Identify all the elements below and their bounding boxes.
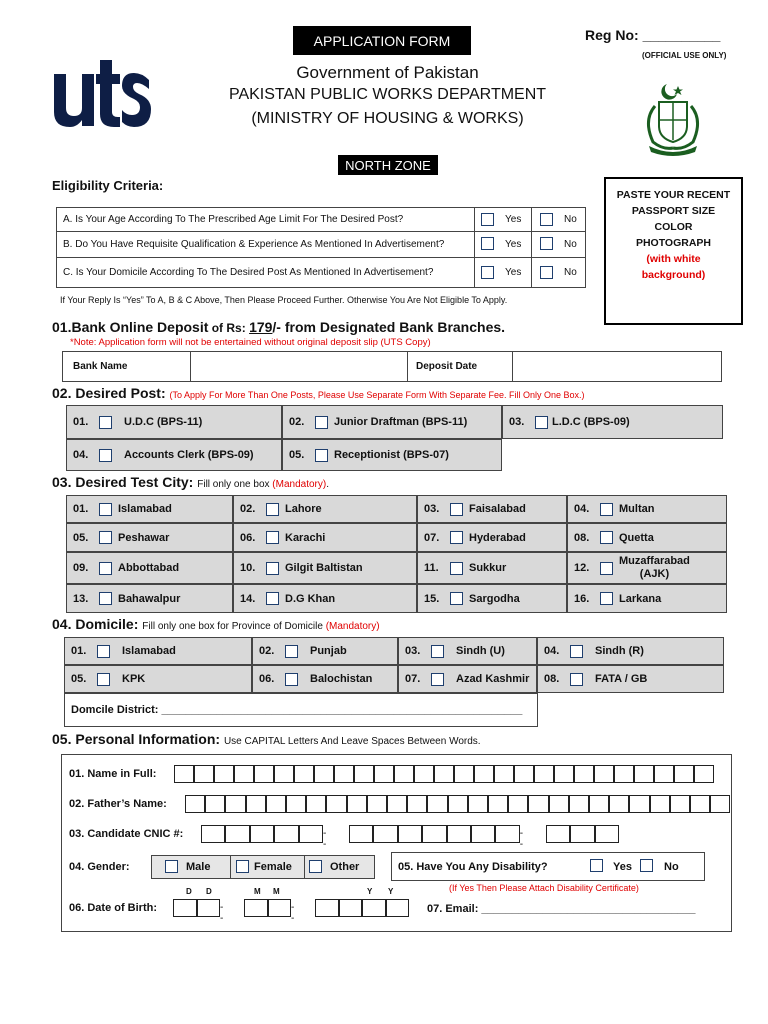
city-checkbox[interactable] — [99, 562, 112, 575]
city-checkbox[interactable] — [600, 592, 613, 605]
char-box[interactable] — [362, 899, 386, 917]
char-box[interactable] — [674, 765, 694, 783]
city-option-bahawalpur[interactable] — [66, 584, 233, 613]
city-label: Larkana — [619, 592, 662, 605]
city-label: Quetta — [619, 531, 654, 544]
char-box[interactable] — [250, 825, 274, 843]
deposit-date-label: Deposit Date — [416, 361, 478, 372]
char-box[interactable] — [407, 795, 427, 813]
photo-line-1: PASTE YOUR RECENT — [616, 189, 731, 201]
city-num: 11. — [424, 562, 439, 574]
city-label: Karachi — [285, 531, 326, 544]
dob-y-label-2: Y — [388, 887, 394, 896]
char-box[interactable] — [570, 825, 594, 843]
char-box[interactable] — [246, 795, 266, 813]
city-checkbox[interactable] — [266, 562, 279, 575]
city-option-multan[interactable] — [567, 495, 727, 523]
disability-no-label: No — [664, 861, 679, 873]
domicile-num: 02. — [259, 645, 275, 657]
disability-no-checkbox[interactable] — [640, 859, 653, 872]
char-box[interactable] — [414, 765, 434, 783]
domicile-num: 07. — [405, 673, 421, 685]
city-checkbox[interactable] — [266, 503, 279, 516]
separator-dash: -- — [519, 828, 524, 850]
city-option-muzaffarabad[interactable] — [567, 552, 727, 584]
gender-female-label: Female — [254, 861, 292, 873]
question-c: C. Is Your Domicile According To The Desired Post As Mentioned In Advertisement? — [63, 267, 434, 278]
domicile-option-sindh-u-[interactable] — [398, 637, 537, 665]
domicile-checkbox[interactable] — [570, 645, 583, 658]
separator-dash: -- — [323, 828, 327, 850]
eligibility-table — [56, 207, 586, 288]
yes-label: Yes — [505, 239, 522, 250]
question-a-yes-checkbox[interactable] — [481, 213, 494, 226]
city-num: 15. — [424, 592, 440, 605]
domicile-checkbox[interactable] — [570, 673, 583, 686]
city-option-islamabad[interactable] — [66, 495, 233, 523]
post-option-accounts-clerk[interactable]: 04. Accounts Clerk (BPS-09) — [66, 439, 282, 471]
dob-label: 06. Date of Birth: — [69, 902, 158, 914]
char-box[interactable] — [373, 825, 397, 843]
city-label: Peshawar — [118, 531, 170, 544]
domicile-label: Balochistan — [310, 673, 373, 685]
char-box[interactable] — [173, 899, 197, 917]
char-box[interactable] — [634, 765, 654, 783]
question-b-yes-checkbox[interactable] — [481, 237, 494, 250]
domicile-num: 01. — [71, 645, 87, 657]
char-box[interactable] — [448, 795, 468, 813]
domicile-num: 03. — [405, 645, 421, 657]
question-b-no-checkbox[interactable] — [540, 237, 553, 250]
char-box[interactable] — [374, 765, 394, 783]
city-option-gilgit-baltistan[interactable] — [233, 552, 417, 584]
domicile-checkbox[interactable] — [285, 645, 298, 658]
char-box[interactable] — [244, 899, 268, 917]
post-option-junior-draftman[interactable]: 02. Junior Draftman (BPS-11) — [282, 405, 502, 439]
city-checkbox[interactable] — [600, 503, 613, 516]
domicile-checkbox[interactable] — [431, 673, 444, 686]
city-option-d-g-khan[interactable] — [233, 584, 417, 613]
official-use-note: (OFFICIAL USE ONLY) — [642, 51, 727, 60]
city-checkbox[interactable] — [450, 503, 463, 516]
pakistan-emblem — [637, 80, 709, 158]
city-label: Hyderabad — [469, 531, 526, 544]
domicile-title: 04. Domicile: Fill only one box for Province of Domicile (Mandatory) — [52, 616, 380, 632]
city-option-hyderabad[interactable] — [417, 523, 567, 552]
char-box[interactable] — [225, 825, 249, 843]
char-box[interactable] — [422, 825, 446, 843]
domicile-checkbox[interactable] — [97, 645, 110, 658]
city-num: 09. — [73, 562, 89, 574]
city-num: 16. — [574, 592, 590, 605]
char-box[interactable] — [214, 765, 234, 783]
question-b: B. Do You Have Requisite Qualification & Experience As Mentioned In Advertisement? — [63, 239, 445, 250]
char-box[interactable] — [349, 825, 373, 843]
domicile-option-sindh-r-[interactable] — [537, 637, 724, 665]
eligibility-row-c — [57, 258, 585, 287]
city-option-faisalabad[interactable] — [417, 495, 567, 523]
char-box[interactable] — [650, 795, 670, 813]
char-box[interactable] — [710, 795, 730, 813]
domicile-district-field[interactable]: Domcile District: ___________________________________________________________ — [64, 693, 538, 727]
domicile-label: Islamabad — [122, 645, 176, 657]
gender-options — [151, 855, 375, 879]
char-box[interactable] — [315, 899, 339, 917]
city-checkbox[interactable] — [99, 592, 112, 605]
city-label: Multan — [619, 503, 655, 515]
yes-label: Yes — [505, 267, 522, 278]
char-box[interactable] — [534, 765, 554, 783]
reg-no-label: Reg No: __________ — [585, 27, 721, 43]
char-box[interactable] — [306, 795, 326, 813]
char-box[interactable] — [354, 765, 374, 783]
city-checkbox[interactable] — [99, 503, 112, 516]
city-num: 03. — [424, 503, 440, 515]
char-box[interactable] — [294, 765, 314, 783]
city-label: Gilgit Baltistan — [285, 562, 363, 574]
city-label: Sukkur — [469, 562, 507, 574]
city-checkbox[interactable] — [600, 531, 613, 544]
city-num: 05. — [73, 531, 89, 544]
char-box[interactable] — [266, 795, 286, 813]
char-box[interactable] — [225, 795, 245, 813]
char-box[interactable] — [629, 795, 649, 813]
city-num: 06. — [240, 531, 256, 544]
desired-post-title: 02. Desired Post: (To Apply For More Than One Posts, Please Use Separate Form With Separate Fee. Fill Only One Box.) — [52, 385, 585, 401]
city-checkbox[interactable] — [266, 531, 279, 544]
char-box[interactable] — [494, 765, 514, 783]
ministry-title: (MINISTRY OF HOUSING & WORKS) — [251, 110, 524, 127]
char-box[interactable] — [185, 795, 205, 813]
bank-name-label: Bank Name — [73, 361, 128, 372]
char-box[interactable] — [694, 765, 714, 783]
gender-male-checkbox[interactable] — [165, 860, 178, 873]
domicile-label: FATA / GB — [595, 673, 648, 685]
domicile-option-fata-gb[interactable] — [537, 665, 724, 693]
char-box[interactable] — [690, 795, 710, 813]
char-box[interactable] — [367, 795, 387, 813]
char-box[interactable] — [546, 825, 570, 843]
city-checkbox[interactable] — [450, 562, 463, 575]
photo-line-4: PHOTOGRAPH — [635, 237, 712, 249]
city-checkbox[interactable] — [450, 531, 463, 544]
domicile-checkbox[interactable] — [431, 645, 444, 658]
domicile-option-islamabad[interactable] — [64, 637, 252, 665]
char-box[interactable] — [314, 765, 334, 783]
dob-y-label: Y — [367, 887, 373, 896]
post-option-udc[interactable]: 01. U.D.C (BPS-11) — [66, 405, 282, 439]
city-checkbox[interactable] — [450, 592, 463, 605]
photo-line-6: background) — [641, 269, 706, 281]
dob-m-label-2: M — [273, 887, 280, 896]
city-checkbox[interactable] — [266, 592, 279, 605]
gender-female-checkbox[interactable] — [236, 860, 249, 873]
question-c-yes-checkbox[interactable] — [481, 266, 494, 279]
city-num: 10. — [240, 562, 256, 574]
char-box[interactable] — [569, 795, 589, 813]
char-box[interactable] — [205, 795, 225, 813]
dob-m-label: M — [254, 887, 261, 896]
char-box[interactable] — [670, 795, 690, 813]
city-label: Islamabad — [118, 503, 172, 515]
char-box[interactable] — [394, 765, 414, 783]
char-box[interactable] — [549, 795, 569, 813]
char-box[interactable] — [508, 795, 528, 813]
eligibility-note: If Your Reply Is “Yes” To A, B & C Above, Then Please Proceed Further. Otherwise You Are Not Eligible To Apply. — [60, 295, 508, 305]
eligibility-title: Eligibility Criteria: — [52, 178, 164, 193]
application-form-badge: APPLICATION FORM — [293, 26, 471, 55]
photo-line-3: COLOR — [654, 221, 693, 233]
test-city-title: 03. Desired Test City: Fill only one box (Mandatory). — [52, 474, 329, 490]
city-label: Sargodha — [469, 592, 520, 605]
char-box[interactable] — [554, 765, 574, 783]
char-box[interactable] — [468, 795, 488, 813]
father-name-label: 02. Father’s Name: — [69, 798, 167, 810]
char-box[interactable] — [471, 825, 495, 843]
city-num: 02. — [240, 503, 256, 515]
government-title: Government of Pakistan — [296, 63, 479, 82]
yes-label: Yes — [505, 214, 522, 225]
char-box[interactable] — [609, 795, 629, 813]
bank-note: *Note: Application form will not be entertained without original deposit slip (UTS Copy) — [70, 337, 431, 348]
gender-label: 04. Gender: — [69, 861, 130, 873]
char-box[interactable] — [201, 825, 225, 843]
separator-dash: -- — [220, 902, 224, 924]
char-box[interactable] — [614, 765, 634, 783]
domicile-option-punjab[interactable] — [252, 637, 398, 665]
question-a: A. Is Your Age According To The Prescribed Age Limit For The Desired Post? — [63, 214, 404, 225]
eligibility-row-b — [57, 232, 585, 258]
bank-name-field[interactable] — [190, 352, 408, 381]
north-zone-badge: NORTH ZONE — [338, 155, 438, 175]
domicile-option-balochistan[interactable] — [252, 665, 398, 693]
no-label: No — [564, 214, 577, 225]
personal-info-title: 05. Personal Information: Use CAPITAL Letters And Leave Spaces Between Words. — [52, 731, 481, 747]
char-box[interactable] — [594, 765, 614, 783]
char-box[interactable] — [434, 765, 454, 783]
domicile-label: Sindh (U) — [456, 645, 505, 657]
emblem-icon — [637, 80, 709, 158]
char-box[interactable] — [339, 899, 363, 917]
city-option-larkana[interactable] — [567, 584, 727, 613]
department-title: PAKISTAN PUBLIC WORKS DEPARTMENT — [228, 86, 547, 103]
char-box[interactable] — [528, 795, 548, 813]
char-box[interactable] — [447, 825, 471, 843]
gender-male-label: Male — [186, 861, 211, 873]
uts-logo — [52, 54, 152, 129]
no-label: No — [564, 267, 577, 278]
gender-other-checkbox[interactable] — [309, 860, 322, 873]
city-label: Faisalabad — [469, 503, 526, 515]
char-box[interactable] — [254, 765, 274, 783]
city-label: D.G Khan — [285, 592, 336, 605]
char-box[interactable] — [654, 765, 674, 783]
bank-deposit-title: 01.Bank Online Deposit of Rs: 179/- from Designated Bank Branches. — [52, 319, 506, 335]
city-option-lahore[interactable] — [233, 495, 417, 523]
city-label: Lahore — [285, 503, 322, 515]
city-option-sukkur[interactable] — [417, 552, 567, 584]
email-field[interactable]: 07. Email: ___________________________________ — [427, 903, 696, 915]
char-box[interactable] — [197, 899, 221, 917]
city-option-abbottabad[interactable] — [66, 552, 233, 584]
char-box[interactable] — [347, 795, 367, 813]
city-num: 12. — [574, 562, 590, 574]
city-checkbox[interactable] — [600, 562, 613, 575]
disability-note: (If Yes Then Please Attach Disability Certificate) — [449, 883, 639, 893]
uts-logo-icon — [52, 54, 152, 129]
photo-line-2: PASSPORT SIZE — [631, 205, 716, 217]
cnic-label: 03. Candidate CNIC #: — [69, 828, 184, 840]
city-option-karachi[interactable] — [233, 523, 417, 552]
domicile-label: Punjab — [310, 645, 347, 657]
city-num: 14. — [240, 592, 256, 605]
domicile-checkbox[interactable] — [97, 673, 110, 686]
disability-yes-checkbox[interactable] — [590, 859, 603, 872]
char-box[interactable] — [427, 795, 447, 813]
full-name-label: 01. Name in Full: — [69, 768, 157, 780]
disability-yes-label: Yes — [613, 861, 632, 873]
char-box[interactable] — [386, 899, 410, 917]
no-label: No — [564, 239, 577, 250]
city-label: Muzaffarabad (AJK) — [619, 555, 690, 580]
char-box[interactable] — [574, 765, 594, 783]
domicile-num: 04. — [544, 645, 560, 657]
char-box[interactable] — [398, 825, 422, 843]
city-num: 01. — [73, 503, 89, 515]
char-box[interactable] — [326, 795, 346, 813]
city-option-peshawar[interactable] — [66, 523, 233, 552]
char-box[interactable] — [495, 825, 519, 843]
city-label: Abbottabad — [118, 562, 180, 574]
domicile-label: Azad Kashmir — [456, 673, 530, 685]
domicile-option-azad-kashmir[interactable] — [398, 665, 537, 693]
char-box[interactable] — [299, 825, 323, 843]
city-option-quetta[interactable] — [567, 523, 727, 552]
city-option-sargodha[interactable] — [417, 584, 567, 613]
char-box[interactable] — [514, 765, 534, 783]
city-num: 04. — [574, 503, 590, 515]
domicile-num: 08. — [544, 673, 560, 685]
question-a-no-checkbox[interactable] — [540, 213, 553, 226]
bank-table — [62, 351, 722, 382]
char-box[interactable] — [234, 765, 254, 783]
gender-other-label: Other — [330, 861, 360, 873]
domicile-checkbox[interactable] — [285, 673, 298, 686]
domicile-num: 05. — [71, 673, 87, 685]
eligibility-row-a — [57, 208, 585, 232]
domicile-label: Sindh (R) — [595, 645, 644, 657]
char-box[interactable] — [334, 765, 354, 783]
separator-dash: -- — [291, 902, 295, 924]
city-num: 07. — [424, 531, 440, 544]
dob-d-label-2: D — [206, 887, 212, 896]
domicile-label: KPK — [122, 673, 146, 685]
char-box[interactable] — [194, 765, 214, 783]
char-box[interactable] — [174, 765, 194, 783]
photo-box[interactable] — [604, 177, 743, 325]
photo-line-5: (with white — [646, 253, 701, 265]
city-num: 13. — [73, 592, 89, 605]
domicile-num: 06. — [259, 673, 275, 685]
disability-box — [391, 852, 705, 881]
disability-label: 05. Have You Any Disability? — [398, 861, 548, 873]
city-label: Bahawalpur — [118, 592, 181, 605]
char-box[interactable] — [274, 825, 298, 843]
city-checkbox[interactable] — [99, 531, 112, 544]
char-box[interactable] — [387, 795, 407, 813]
char-box[interactable] — [488, 795, 508, 813]
char-box[interactable] — [268, 899, 292, 917]
char-box[interactable] — [595, 825, 619, 843]
post-option-receptionist[interactable]: 05. Receptionist (BPS-07) — [282, 439, 502, 471]
question-c-no-checkbox[interactable] — [540, 266, 553, 279]
char-box[interactable] — [454, 765, 474, 783]
char-box[interactable] — [286, 795, 306, 813]
reg-no-field[interactable]: __________ — [642, 27, 721, 43]
char-box[interactable] — [589, 795, 609, 813]
dob-d-label: D — [186, 887, 192, 896]
domicile-option-kpk[interactable] — [64, 665, 252, 693]
city-num: 08. — [574, 531, 590, 544]
char-box[interactable] — [274, 765, 294, 783]
post-option-ldc[interactable]: 03. L.D.C (BPS-09) — [502, 405, 723, 439]
deposit-date-field[interactable] — [512, 352, 721, 381]
char-box[interactable] — [474, 765, 494, 783]
